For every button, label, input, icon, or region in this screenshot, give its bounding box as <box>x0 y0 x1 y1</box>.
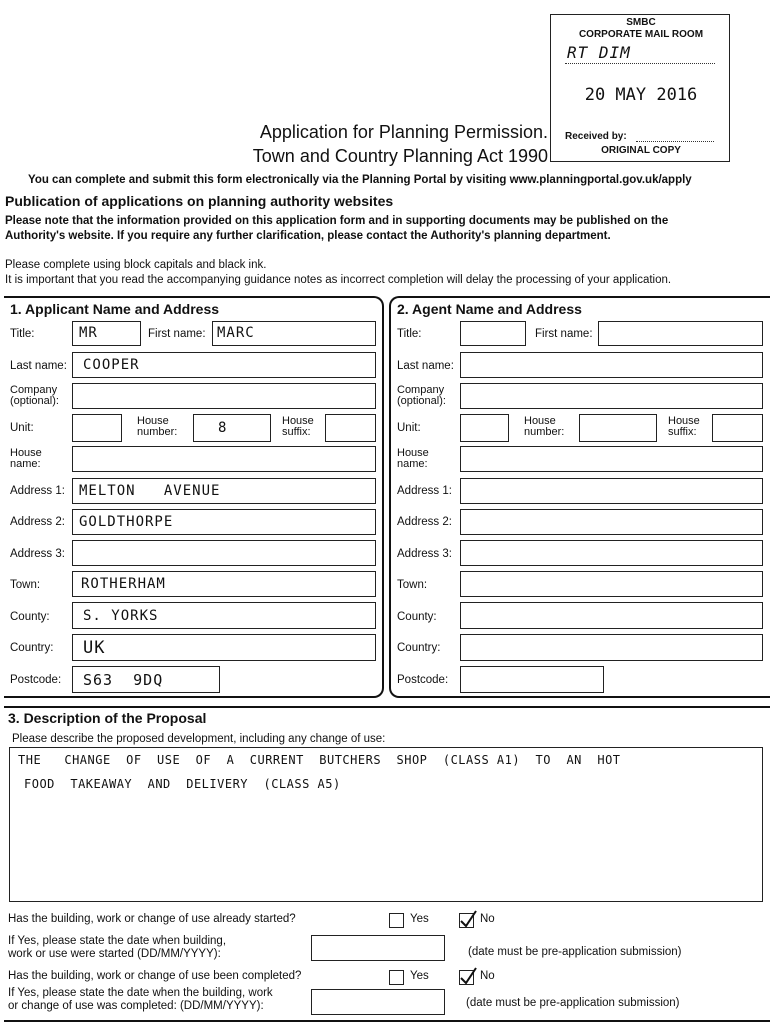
applicant-address3-label: Address 3: <box>10 548 65 560</box>
agent-heading: 2. Agent Name and Address <box>397 301 582 317</box>
q1-date-text: If Yes, please state the date when building, work or use were started (DD/MM/YYYY): <box>8 935 227 960</box>
agent-county-field[interactable] <box>460 602 763 629</box>
applicant-postcode-label: Postcode: <box>10 674 62 686</box>
stamp-date: 20 MAY 2016 <box>584 85 698 105</box>
portal-text: You can complete and submit this form electronically via the Planning Portal by visiting www.planningportal.gov.uk/apply <box>28 174 692 186</box>
applicant-firstname-label: First name: <box>148 328 206 340</box>
agent-unit-label: Unit: <box>397 422 421 434</box>
applicant-housenumber-label: House number: <box>137 415 178 438</box>
q1-yes-checkbox[interactable] <box>389 913 404 928</box>
stamp-initials: RT DIM <box>567 43 631 62</box>
agent-housenumber-field[interactable] <box>579 414 657 442</box>
stamp-org: SMBC <box>626 17 656 28</box>
applicant-firstname-field[interactable] <box>212 321 376 346</box>
applicant-company-label: Company (optional): <box>10 384 59 407</box>
agent-country-label: Country: <box>397 642 441 654</box>
applicant-housename-label: House name: <box>10 447 42 470</box>
applicant-postcode-field[interactable] <box>72 666 220 693</box>
agent-housenumber-label: House number: <box>524 415 565 438</box>
stamp-copy: ORIGINAL COPY <box>601 145 681 156</box>
proposal-prompt: Please describe the proposed development, including any change of use: <box>12 733 386 745</box>
applicant-address2-value: GOLDTHORPE <box>79 514 174 530</box>
proposal-top-rule <box>4 706 770 708</box>
agent-address2-label: Address 2: <box>397 516 452 528</box>
applicant-lastname-field[interactable] <box>72 352 376 378</box>
agent-housename-label: House name: <box>397 447 429 470</box>
proposal-bottom-rule <box>4 1020 770 1022</box>
agent-town-label: Town: <box>397 579 428 591</box>
q2-no-checkbox[interactable] <box>459 970 474 985</box>
agent-address1-field[interactable] <box>460 478 763 504</box>
applicant-address2-label: Address 2: <box>10 516 65 528</box>
agent-firstname-label: First name: <box>535 328 593 340</box>
agent-housesuffix-label: House suffix: <box>668 415 700 438</box>
proposal-heading: 3. Description of the Proposal <box>8 710 207 726</box>
applicant-title-value: MR <box>79 325 98 341</box>
applicant-town-label: Town: <box>10 579 41 591</box>
q2-text: Has the building, work or change of use been completed? <box>8 970 302 982</box>
applicant-firstname-value: MARC <box>217 325 255 341</box>
publication-text-2: Authority's website. If you require any further clarification, please contact the Authority's planning department. <box>5 230 611 242</box>
agent-country-field[interactable] <box>460 634 763 661</box>
proposal-description-field[interactable] <box>9 747 763 902</box>
applicant-housenumber-value: 8 <box>218 420 228 436</box>
form-act: Town and Country Planning Act 1990 <box>252 146 548 166</box>
form-title: Application for Planning Permission. <box>259 122 548 142</box>
agent-address2-field[interactable] <box>460 509 763 535</box>
instructions-1: Please complete using block capitals and black ink. <box>5 259 267 271</box>
agent-town-field[interactable] <box>460 571 763 597</box>
applicant-county-value: S. YORKS <box>83 608 159 624</box>
instructions-2: It is important that you read the accompanying guidance notes as incorrect completion will delay the processing of your application. <box>5 274 672 286</box>
publication-text-1: Please note that the information provided on this application form and in supporting documents may be published on the <box>5 215 669 227</box>
q1-text: Has the building, work or change of use already started? <box>8 913 296 925</box>
q1-date-field[interactable] <box>311 935 445 961</box>
applicant-unit-field[interactable] <box>72 414 122 442</box>
applicant-heading: 1. Applicant Name and Address <box>10 301 220 317</box>
agent-address3-field[interactable] <box>460 540 763 566</box>
q1-no-checkbox[interactable] <box>459 913 474 928</box>
agent-unit-field[interactable] <box>460 414 509 442</box>
agent-address3-label: Address 3: <box>397 548 452 560</box>
applicant-county-label: County: <box>10 611 50 623</box>
applicant-country-label: Country: <box>10 642 54 654</box>
agent-lastname-label: Last name: <box>397 360 454 372</box>
applicant-town-value: ROTHERHAM <box>81 576 166 592</box>
agent-company-field[interactable] <box>460 383 763 409</box>
applicant-lastname-label: Last name: <box>10 360 67 372</box>
q1-date-note: (date must be pre-application submission) <box>468 946 682 958</box>
applicant-company-field[interactable] <box>72 383 376 409</box>
applicant-title-label: Title: <box>10 328 35 340</box>
agent-title-field[interactable] <box>460 321 526 346</box>
stamp-received-label: Received by: <box>565 131 627 142</box>
checkmark-icon <box>458 909 478 927</box>
q1-no-label: No <box>480 913 495 925</box>
q2-date-field[interactable] <box>311 989 445 1015</box>
applicant-country-field[interactable] <box>72 634 376 661</box>
applicant-address2-field[interactable] <box>72 509 376 535</box>
received-stamp <box>550 14 730 162</box>
agent-company-label: Company (optional): <box>397 384 446 407</box>
publication-heading: Publication of applications on planning authority websites <box>5 193 394 209</box>
agent-postcode-label: Postcode: <box>397 674 449 686</box>
applicant-title-field[interactable] <box>72 321 141 346</box>
agent-title-label: Title: <box>397 328 422 340</box>
applicant-housesuffix-label: House suffix: <box>282 415 314 438</box>
applicant-address1-value: MELTON AVENUE <box>79 483 221 499</box>
q2-date-note: (date must be pre-application submission) <box>466 997 680 1009</box>
agent-county-label: County: <box>397 611 437 623</box>
applicant-country-value: UK <box>83 638 106 658</box>
applicant-unit-label: Unit: <box>10 422 34 434</box>
applicant-address3-field[interactable] <box>72 540 376 566</box>
applicant-lastname-value: COOPER <box>83 357 140 373</box>
agent-housesuffix-field[interactable] <box>712 414 763 442</box>
checkmark-icon <box>458 966 478 984</box>
applicant-postcode-value: S63 9DQ <box>83 671 164 689</box>
q2-date-text: If Yes, please state the date when the building, work or change of use was completed: (DD/MM/YYYY): <box>8 987 273 1012</box>
proposal-description-line-2: FOOD TAKEAWAY AND DELIVERY (CLASS A5) <box>24 777 341 791</box>
proposal-description-line-1: THE CHANGE OF USE OF A CURRENT BUTCHERS SHOP (CLASS A1) TO AN HOT <box>18 753 621 767</box>
applicant-address1-label: Address 1: <box>10 485 65 497</box>
applicant-housename-field[interactable] <box>72 446 376 472</box>
applicant-town-field[interactable] <box>72 571 376 597</box>
stamp-room: CORPORATE MAIL ROOM <box>578 29 704 40</box>
q2-yes-checkbox[interactable] <box>389 970 404 985</box>
stamp-divider <box>565 63 715 64</box>
stamp-received-line <box>636 141 714 142</box>
applicant-address1-field[interactable] <box>72 478 376 504</box>
agent-lastname-field[interactable] <box>460 352 763 378</box>
applicant-county-field[interactable] <box>72 602 376 629</box>
agent-housename-field[interactable] <box>460 446 763 472</box>
q2-yes-label: Yes <box>410 970 429 982</box>
agent-address1-label: Address 1: <box>397 485 452 497</box>
q1-yes-label: Yes <box>410 913 429 925</box>
applicant-housesuffix-field[interactable] <box>325 414 376 442</box>
q2-no-label: No <box>480 970 495 982</box>
applicant-housenumber-field[interactable] <box>193 414 271 442</box>
agent-firstname-field[interactable] <box>598 321 763 346</box>
agent-postcode-field[interactable] <box>460 666 604 693</box>
